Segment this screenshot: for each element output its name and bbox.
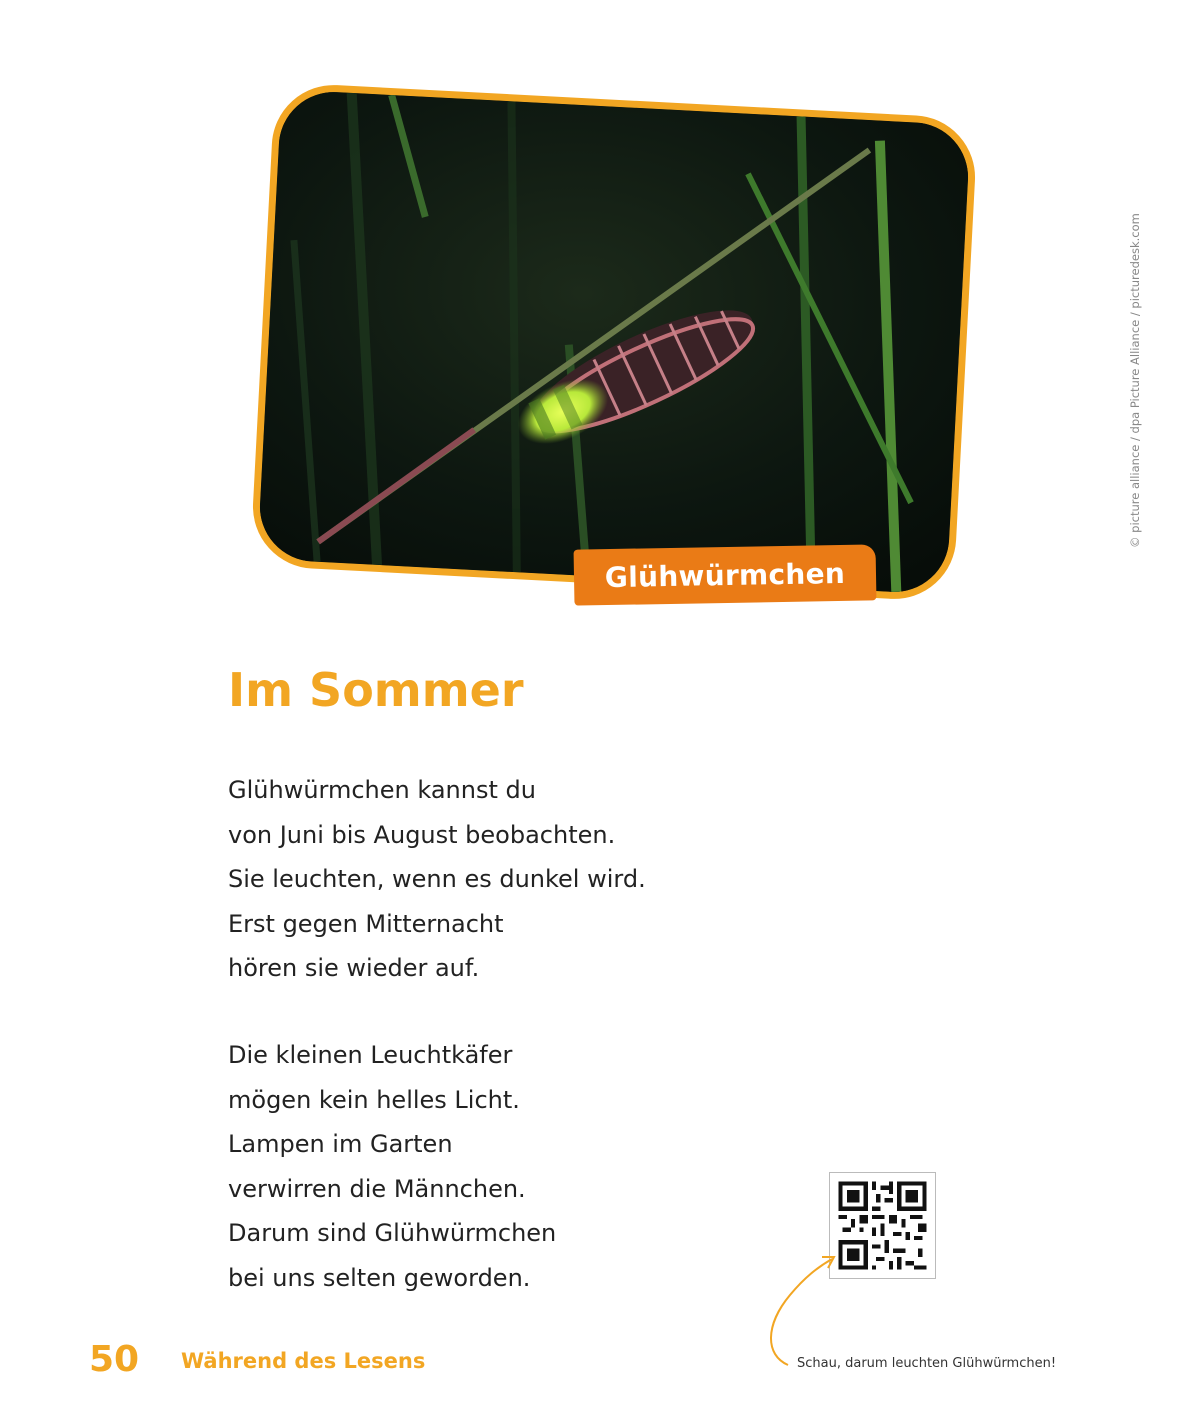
verse-line: mögen kein helles Licht. — [228, 1085, 520, 1114]
verse-line: bei uns selten geworden. — [228, 1263, 531, 1292]
glowworm-photo — [250, 82, 978, 602]
photo-caption-tag: Glühwürmchen — [574, 544, 877, 605]
verse-line: Darum sind Glühwürmchen — [228, 1219, 557, 1247]
stanza-2 — [228, 1033, 556, 1300]
glowworm-illustration — [257, 89, 971, 594]
verse-line: Die kleinen Leuchtkäfer — [228, 1041, 513, 1069]
page-number: 50 — [89, 1339, 140, 1380]
verse-line: Sie leuchten, wenn es dunkel wird. — [228, 865, 646, 893]
verse-line: von Juni bis August beobachten. — [228, 820, 616, 849]
photo-credit: © picture alliance / dpa Picture Alliance / picturedesk.com — [1128, 213, 1142, 548]
verse-line: Glühwürmchen kannst du — [228, 776, 536, 804]
qr-caption: Schau, darum leuchten Glühwürmchen! — [797, 1356, 1057, 1371]
section-name: Während des Lesens — [181, 1349, 426, 1373]
page-title: Im Sommer — [228, 663, 524, 717]
verse-line: Lampen im Garten — [228, 1130, 453, 1158]
verse-line: hören sie wieder auf. — [228, 954, 480, 982]
verse-line: Erst gegen Mitternacht — [228, 909, 504, 938]
stanza-1 — [228, 768, 646, 991]
verse-line: verwirren die Männchen. — [228, 1174, 526, 1203]
